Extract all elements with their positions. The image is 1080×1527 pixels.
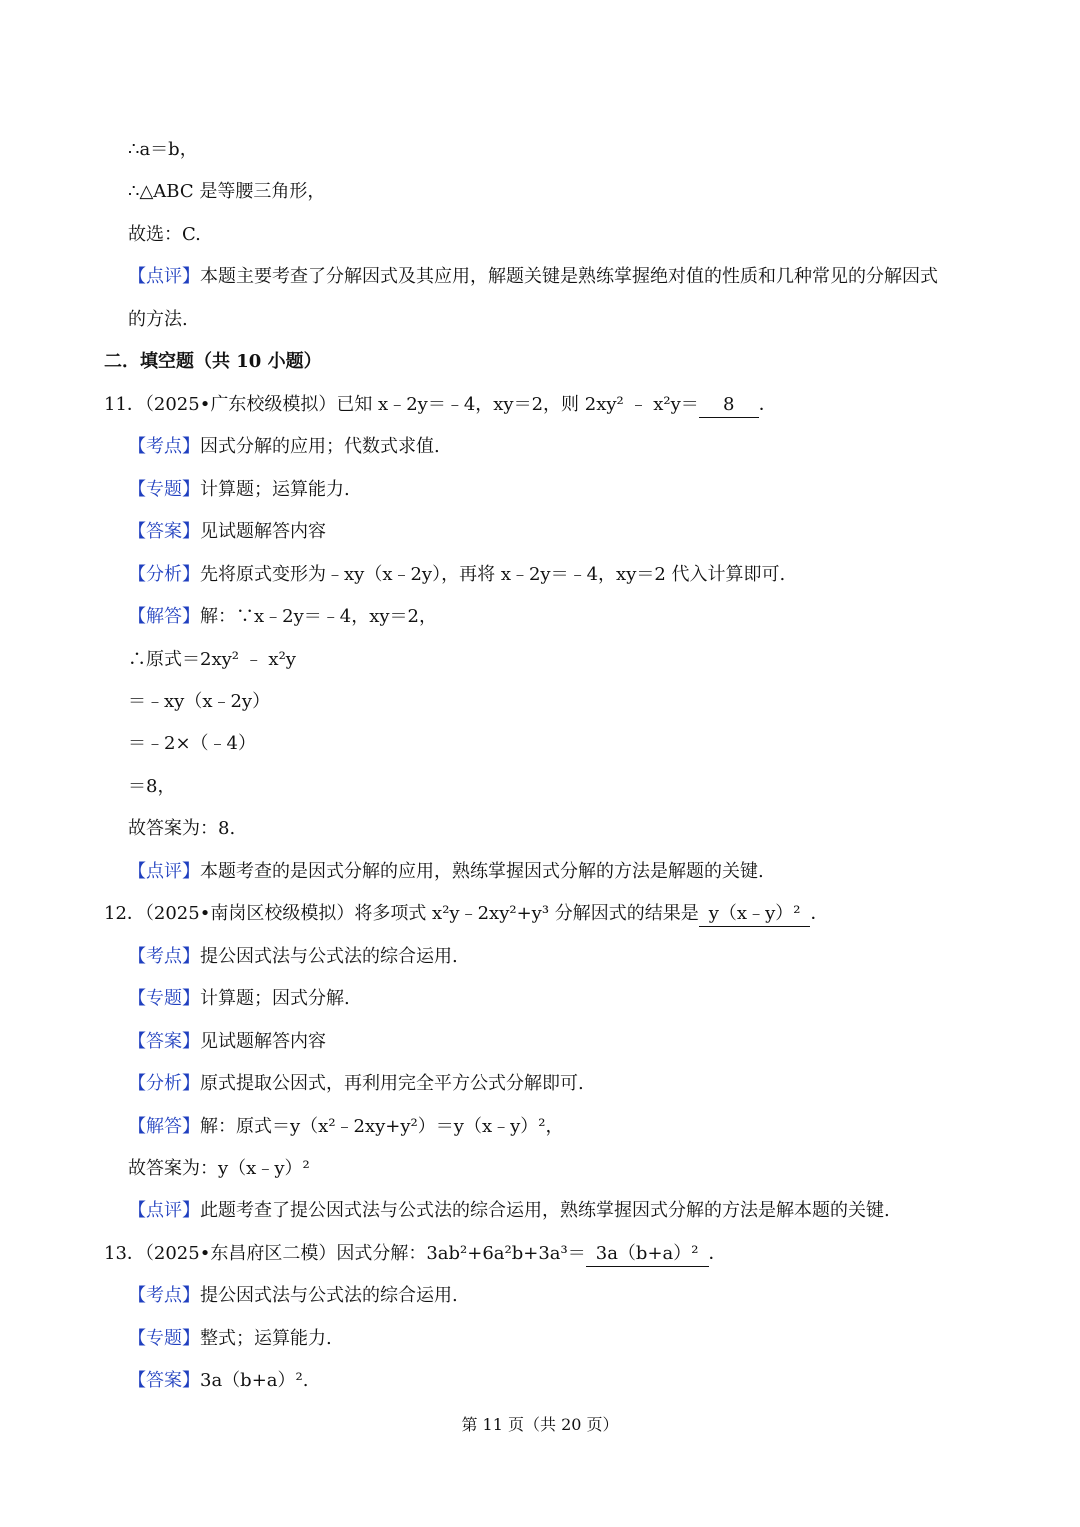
daan-tag: 【答案】 <box>128 521 200 542</box>
q12-jieda <box>128 1115 563 1139</box>
q12-stem-end: ． <box>810 903 829 924</box>
zhuanti-text: 整式；运算能力. <box>200 1328 332 1349</box>
solution-step: 故答案为：8. <box>128 818 236 839</box>
zhuanti-text: 计算题；运算能力. <box>200 479 350 500</box>
kaodian-tag: 【考点】 <box>128 946 200 967</box>
text-line: ∴△ABC 是等腰三角形， <box>128 181 326 202</box>
solution-step: ∴原式＝2xy² ﹣ x²y <box>128 649 296 670</box>
solution-step: ＝﹣xy（x﹣2y） <box>128 691 271 712</box>
q11-stem-end: ． <box>758 394 777 415</box>
q11-kaodian <box>128 435 440 459</box>
q11-stem-text: 11．（2025•广东校级模拟）已知 x﹣2y＝﹣4，xy＝2，则 2xy² ﹣ x²y＝ <box>104 394 699 415</box>
q11-jieda <box>128 605 437 629</box>
fenxi-text: 原式提取公因式，再利用完全平方公式分解即可. <box>200 1073 584 1094</box>
fenxi-text: 先将原式变形为﹣xy（x﹣2y），再将 x﹣2y＝﹣4，xy＝2 代入计算即可. <box>200 564 786 585</box>
q12-stem-text: 12．（2025•南岗区校级模拟）将多项式 x²y﹣2xy²+y³ 分解因式的结果是 <box>104 903 699 924</box>
dianping-tag: 【点评】 <box>128 861 200 882</box>
question-13-stem <box>104 1242 727 1267</box>
q12-kaodian <box>128 945 458 969</box>
solution-step: ＝﹣2×（﹣4） <box>128 733 256 754</box>
q13-daan <box>128 1369 308 1393</box>
dianping-text: 本题主要考查了分解因式及其应用，解题关键是熟练掌握绝对值的性质和几种常见的分解因式 <box>200 266 938 287</box>
fenxi-tag: 【分析】 <box>128 1073 200 1094</box>
q13-stem-end: ． <box>708 1243 727 1264</box>
dianping-tag: 【点评】 <box>128 266 200 287</box>
kaodian-tag: 【考点】 <box>128 436 200 457</box>
jieda-tag: 【解答】 <box>128 606 200 627</box>
zhuanti-tag: 【专题】 <box>128 479 200 500</box>
question-11-stem <box>104 393 777 418</box>
q12-zhuanti <box>128 987 350 1011</box>
text-line: ∴a＝b， <box>128 139 198 160</box>
q13-zhuanti <box>128 1327 332 1351</box>
jieda-text: 解：原式＝y（x²﹣2xy+y²）＝y（x﹣y）²， <box>200 1116 564 1137</box>
q13-stem-text: 13．（2025•东昌府区二模）因式分解：3ab²+6a²b+3a³＝ <box>104 1243 586 1264</box>
daan-text: 3a（b+a）². <box>200 1370 309 1391</box>
section-title: 二．填空题（共 10 小题） <box>104 351 322 372</box>
daan-text: 见试题解答内容 <box>200 521 326 542</box>
jieda-text: 解：∵x﹣2y＝﹣4，xy＝2， <box>200 606 437 627</box>
kaodian-text: 因式分解的应用；代数式求值. <box>200 436 440 457</box>
solution-step: 故答案为：y（x﹣y）² <box>128 1158 310 1179</box>
dianping-tag: 【点评】 <box>128 1200 200 1221</box>
page-number-footer: 第 11 页（共 20 页） <box>461 1415 619 1434</box>
q12-fenxi <box>128 1072 584 1096</box>
text-line: 的方法. <box>128 309 188 330</box>
text-line: 故选：C. <box>128 224 201 245</box>
q11-answer-blank: 8 <box>699 393 759 418</box>
q12-daan <box>128 1030 326 1054</box>
kaodian-text: 提公因式法与公式法的综合运用. <box>200 1285 458 1306</box>
question-12-stem <box>104 902 828 927</box>
jieda-tag: 【解答】 <box>128 1116 200 1137</box>
kaodian-tag: 【考点】 <box>128 1285 200 1306</box>
q12-dianping <box>128 1199 890 1223</box>
q13-kaodian <box>128 1284 458 1308</box>
solution-step: ＝8， <box>128 776 176 797</box>
q12-answer-blank: y（x﹣y）² <box>699 902 811 927</box>
comment-line <box>128 265 938 289</box>
zhuanti-text: 计算题；因式分解. <box>200 988 350 1009</box>
daan-text: 见试题解答内容 <box>200 1031 326 1052</box>
fenxi-tag: 【分析】 <box>128 564 200 585</box>
q11-zhuanti <box>128 478 350 502</box>
dianping-text: 此题考查了提公因式法与公式法的综合运用，熟练掌握因式分解的方法是解本题的关键. <box>200 1200 890 1221</box>
q11-dianping <box>128 860 764 884</box>
kaodian-text: 提公因式法与公式法的综合运用. <box>200 946 458 967</box>
daan-tag: 【答案】 <box>128 1031 200 1052</box>
q13-answer-blank: 3a（b+a）² <box>586 1242 709 1267</box>
q11-fenxi <box>128 563 785 587</box>
daan-tag: 【答案】 <box>128 1370 200 1391</box>
q11-daan <box>128 520 326 544</box>
dianping-text: 本题考查的是因式分解的应用，熟练掌握因式分解的方法是解题的关键. <box>200 861 764 882</box>
zhuanti-tag: 【专题】 <box>128 1328 200 1349</box>
zhuanti-tag: 【专题】 <box>128 988 200 1009</box>
